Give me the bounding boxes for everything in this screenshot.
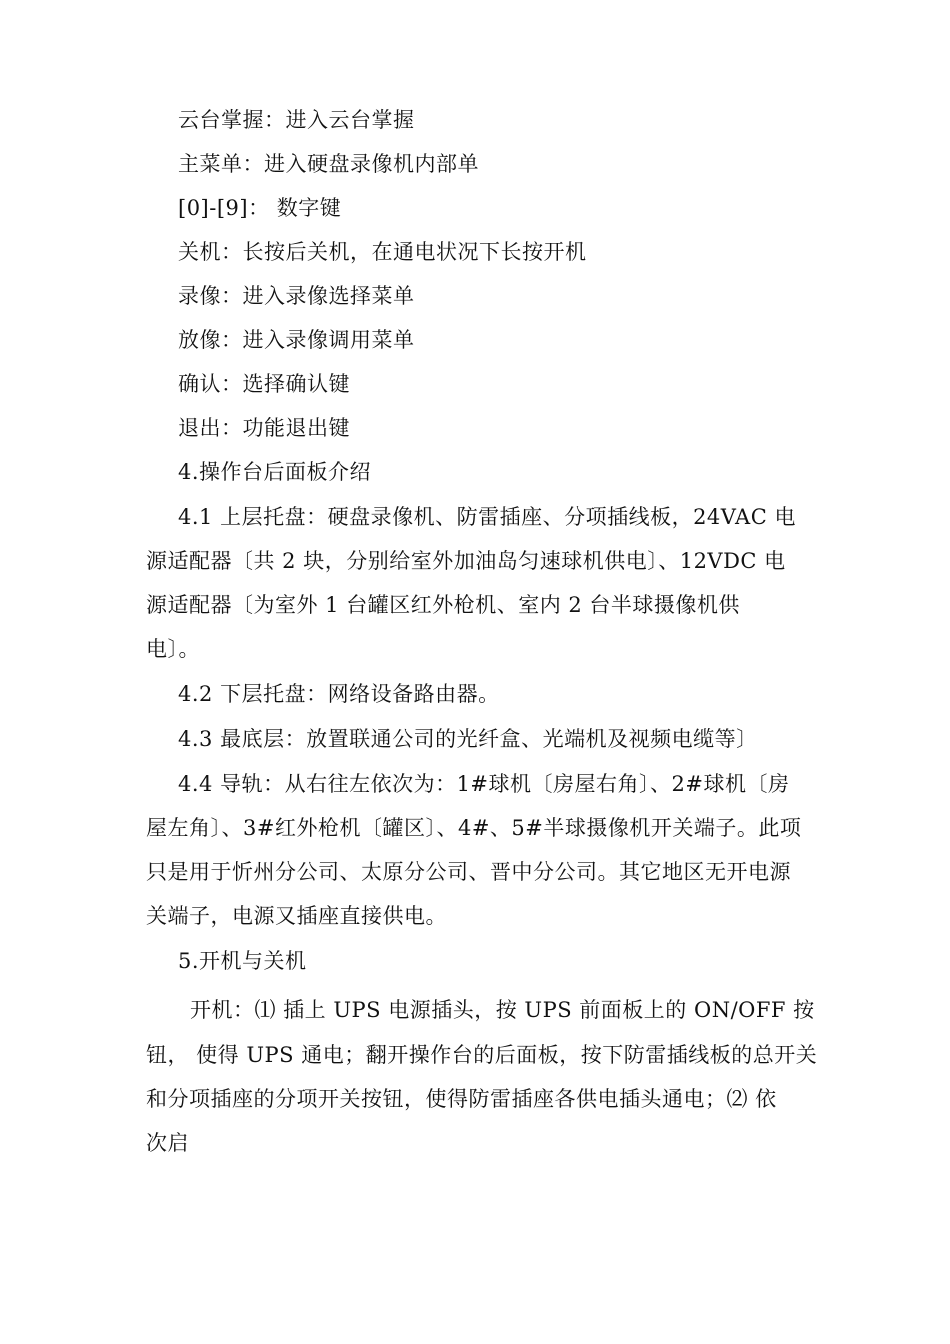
text-line-power-off: 关机：长按后关机，在通电状况下长按开机 — [178, 240, 587, 264]
text-line-ptz-control: 云台掌握：进入云台掌握 — [178, 108, 415, 132]
text-line-playback: 放像：进入录像调用菜单 — [178, 328, 415, 352]
text-line-record: 录像：进入录像选择菜单 — [178, 284, 415, 308]
text-line-confirm: 确认：选择确认键 — [178, 372, 350, 396]
paragraph-power-on-line-3: 和分项插座的分项开关按钮，使得防雷插座各供电插头通电；⑵ 依 — [146, 1087, 777, 1111]
text-line-exit: 退出：功能退出键 — [178, 416, 350, 440]
paragraph-upper-tray-line-4: 电〕。 — [146, 637, 200, 661]
paragraph-rail-line-4: 关端子，电源又插座直接供电。 — [146, 904, 447, 928]
paragraph-power-on-line-1: 开机：⑴ 插上 UPS 电源插头，按 UPS 前面板上的 ON/OFF 按 — [190, 998, 815, 1022]
paragraph-bottom-layer: 4.3 最底层：放置联通公司的光纤盒、光端机及视频电缆等〕 — [178, 727, 758, 751]
section-heading-power-on-off: 5.开机与关机 — [178, 949, 307, 973]
paragraph-power-on-line-2: 钮， 使得 UPS 通电；翻开操作台的后面板，按下防雷插线板的总开关 — [146, 1043, 818, 1067]
paragraph-lower-tray: 4.2 下层托盘：网络设备路由器。 — [178, 682, 500, 706]
text-line-number-keys: [0]-[9]： 数字键 — [178, 196, 342, 220]
text-line-main-menu: 主菜单：进入硬盘录像机内部单 — [178, 152, 479, 176]
paragraph-upper-tray-line-1: 4.1 上层托盘：硬盘录像机、防雷插座、分项插线板，24VAC 电 — [178, 505, 796, 529]
paragraph-upper-tray-line-2: 源适配器〔共 2 块，分别给室外加油岛匀速球机供电〕、12VDC 电 — [146, 549, 786, 573]
paragraph-rail-line-1: 4.4 导轨：从右往左依次为：1#球机〔房屋右角〕、2#球机〔房 — [178, 772, 790, 796]
section-heading-rear-panel: 4.操作台后面板介绍 — [178, 460, 372, 484]
paragraph-upper-tray-line-3: 源适配器〔为室外 1 台罐区红外枪机、室内 2 台半球摄像机供 — [146, 593, 740, 617]
paragraph-rail-line-3: 只是用于忻州分公司、太原分公司、晋中分公司。其它地区无开电源 — [146, 860, 791, 884]
paragraph-rail-line-2: 屋左角〕、3#红外枪机〔罐区〕、4#、5#半球摄像机开关端子。此项 — [146, 816, 802, 840]
paragraph-power-on-line-4: 次启 — [146, 1131, 189, 1155]
